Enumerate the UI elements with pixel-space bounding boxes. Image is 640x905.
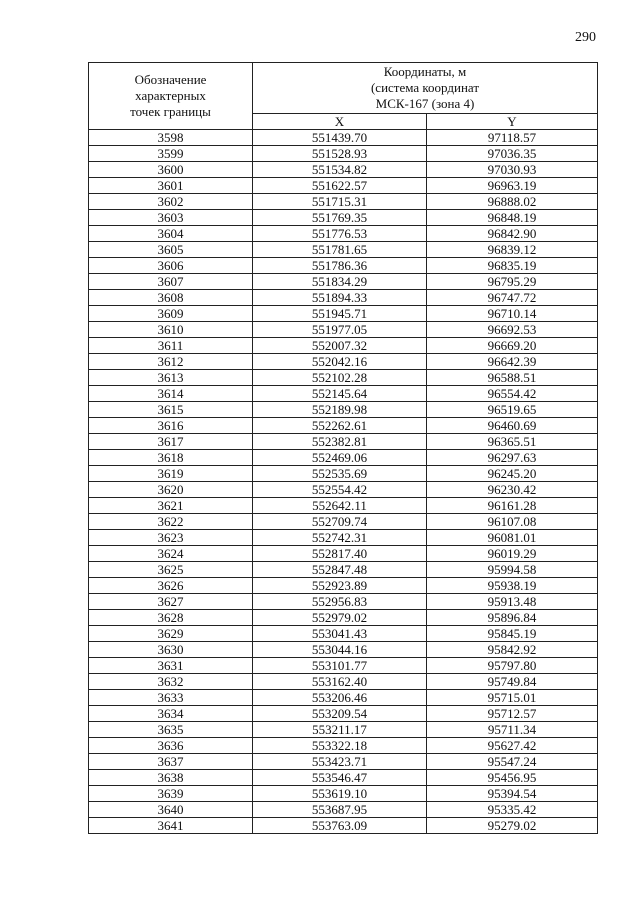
point-id-cell: 3604 bbox=[89, 226, 253, 242]
x-coordinate-cell: 552102.28 bbox=[253, 370, 427, 386]
x-coordinate-cell: 552554.42 bbox=[253, 482, 427, 498]
y-coordinate-cell: 96888.02 bbox=[427, 194, 598, 210]
x-coordinate-cell: 551769.35 bbox=[253, 210, 427, 226]
x-coordinate-cell: 553162.40 bbox=[253, 674, 427, 690]
y-coordinate-cell: 96642.39 bbox=[427, 354, 598, 370]
coordinates-header bbox=[253, 63, 598, 114]
y-coordinate-cell: 96365.51 bbox=[427, 434, 598, 450]
point-id-cell: 3598 bbox=[89, 130, 253, 146]
y-coordinate-cell: 96747.72 bbox=[427, 290, 598, 306]
x-coordinate-cell: 552382.81 bbox=[253, 434, 427, 450]
x-coordinate-cell: 551945.71 bbox=[253, 306, 427, 322]
point-id-cell: 3616 bbox=[89, 418, 253, 434]
table-row bbox=[89, 370, 598, 386]
y-coordinate-cell: 96019.29 bbox=[427, 546, 598, 562]
table-row bbox=[89, 754, 598, 770]
point-id-cell: 3628 bbox=[89, 610, 253, 626]
point-id-cell: 3620 bbox=[89, 482, 253, 498]
table-row bbox=[89, 210, 598, 226]
y-coordinate-cell: 96839.12 bbox=[427, 242, 598, 258]
y-coordinate-cell: 95749.84 bbox=[427, 674, 598, 690]
x-coordinate-cell: 552642.11 bbox=[253, 498, 427, 514]
table-row bbox=[89, 194, 598, 210]
table-row bbox=[89, 162, 598, 178]
table-row bbox=[89, 530, 598, 546]
x-coordinate-cell: 551439.70 bbox=[253, 130, 427, 146]
coord-header-line-2: (система координат bbox=[370, 80, 480, 95]
table-row bbox=[89, 562, 598, 578]
x-coordinate-cell: 552923.89 bbox=[253, 578, 427, 594]
table-row bbox=[89, 626, 598, 642]
coord-header-line-1: Координаты, м bbox=[383, 64, 467, 79]
table-row bbox=[89, 578, 598, 594]
point-id-cell: 3612 bbox=[89, 354, 253, 370]
y-coordinate-cell: 96161.28 bbox=[427, 498, 598, 514]
x-coordinate-cell: 552007.32 bbox=[253, 338, 427, 354]
table-row bbox=[89, 690, 598, 706]
point-designation-header bbox=[89, 63, 253, 130]
point-id-cell: 3605 bbox=[89, 242, 253, 258]
table-row bbox=[89, 594, 598, 610]
table-row bbox=[89, 418, 598, 434]
x-coordinate-cell: 552979.02 bbox=[253, 610, 427, 626]
y-coordinate-cell: 95279.02 bbox=[427, 818, 598, 834]
table-row bbox=[89, 466, 598, 482]
x-coordinate-cell: 552469.06 bbox=[253, 450, 427, 466]
x-coordinate-cell: 552847.48 bbox=[253, 562, 427, 578]
x-coordinate-cell: 553209.54 bbox=[253, 706, 427, 722]
y-coordinate-cell: 96710.14 bbox=[427, 306, 598, 322]
table-row bbox=[89, 770, 598, 786]
table-row bbox=[89, 402, 598, 418]
y-coordinate-cell: 95335.42 bbox=[427, 802, 598, 818]
table-row bbox=[89, 434, 598, 450]
point-id-cell: 3635 bbox=[89, 722, 253, 738]
table-row bbox=[89, 482, 598, 498]
y-coordinate-cell: 95712.57 bbox=[427, 706, 598, 722]
table-row bbox=[89, 674, 598, 690]
x-coordinate-cell: 552262.61 bbox=[253, 418, 427, 434]
y-coordinate-cell: 96107.08 bbox=[427, 514, 598, 530]
table-row bbox=[89, 290, 598, 306]
point-id-cell: 3636 bbox=[89, 738, 253, 754]
y-coordinate-cell: 95715.01 bbox=[427, 690, 598, 706]
x-coordinate-cell: 552956.83 bbox=[253, 594, 427, 610]
table-row bbox=[89, 226, 598, 242]
x-coordinate-cell: 551534.82 bbox=[253, 162, 427, 178]
point-id-cell: 3623 bbox=[89, 530, 253, 546]
table-row bbox=[89, 242, 598, 258]
y-coordinate-cell: 97030.93 bbox=[427, 162, 598, 178]
table-row bbox=[89, 514, 598, 530]
point-id-cell: 3600 bbox=[89, 162, 253, 178]
coordinates-table bbox=[88, 62, 598, 834]
table-row bbox=[89, 658, 598, 674]
point-id-cell: 3610 bbox=[89, 322, 253, 338]
x-coordinate-cell: 552145.64 bbox=[253, 386, 427, 402]
point-id-cell: 3621 bbox=[89, 498, 253, 514]
y-coordinate-cell: 95938.19 bbox=[427, 578, 598, 594]
x-coordinate-cell: 551528.93 bbox=[253, 146, 427, 162]
y-coordinate-cell: 95913.48 bbox=[427, 594, 598, 610]
y-coordinate-cell: 95394.54 bbox=[427, 786, 598, 802]
table-row bbox=[89, 450, 598, 466]
point-id-cell: 3599 bbox=[89, 146, 253, 162]
table-row bbox=[89, 386, 598, 402]
table-row bbox=[89, 178, 598, 194]
y-coordinate-cell: 96245.20 bbox=[427, 466, 598, 482]
point-id-cell: 3631 bbox=[89, 658, 253, 674]
x-coordinate-cell: 553687.95 bbox=[253, 802, 427, 818]
y-coordinate-cell: 96848.19 bbox=[427, 210, 598, 226]
y-column-header: Y bbox=[427, 114, 598, 130]
y-coordinate-cell: 95627.42 bbox=[427, 738, 598, 754]
table-row bbox=[89, 130, 598, 146]
table-row bbox=[89, 274, 598, 290]
point-id-cell: 3602 bbox=[89, 194, 253, 210]
y-coordinate-cell: 97036.35 bbox=[427, 146, 598, 162]
y-coordinate-cell: 96460.69 bbox=[427, 418, 598, 434]
point-id-cell: 3639 bbox=[89, 786, 253, 802]
x-coordinate-cell: 553101.77 bbox=[253, 658, 427, 674]
point-header-line-1: Обозначение bbox=[134, 72, 207, 87]
x-coordinate-cell: 551977.05 bbox=[253, 322, 427, 338]
y-coordinate-cell: 96519.65 bbox=[427, 402, 598, 418]
point-id-cell: 3632 bbox=[89, 674, 253, 690]
y-coordinate-cell: 96588.51 bbox=[427, 370, 598, 386]
point-id-cell: 3615 bbox=[89, 402, 253, 418]
y-coordinate-cell: 96669.20 bbox=[427, 338, 598, 354]
y-coordinate-cell: 96297.63 bbox=[427, 450, 598, 466]
x-coordinate-cell: 552742.31 bbox=[253, 530, 427, 546]
x-coordinate-cell: 553763.09 bbox=[253, 818, 427, 834]
point-id-cell: 3627 bbox=[89, 594, 253, 610]
y-coordinate-cell: 95547.24 bbox=[427, 754, 598, 770]
point-id-cell: 3619 bbox=[89, 466, 253, 482]
point-id-cell: 3630 bbox=[89, 642, 253, 658]
point-id-cell: 3601 bbox=[89, 178, 253, 194]
point-id-cell: 3617 bbox=[89, 434, 253, 450]
table-row bbox=[89, 546, 598, 562]
y-coordinate-cell: 95896.84 bbox=[427, 610, 598, 626]
point-id-cell: 3626 bbox=[89, 578, 253, 594]
table-row bbox=[89, 706, 598, 722]
table-row bbox=[89, 642, 598, 658]
point-id-cell: 3624 bbox=[89, 546, 253, 562]
y-coordinate-cell: 95994.58 bbox=[427, 562, 598, 578]
point-id-cell: 3603 bbox=[89, 210, 253, 226]
y-coordinate-cell: 96692.53 bbox=[427, 322, 598, 338]
x-coordinate-cell: 552535.69 bbox=[253, 466, 427, 482]
table-row bbox=[89, 722, 598, 738]
y-coordinate-cell: 95797.80 bbox=[427, 658, 598, 674]
x-coordinate-cell: 551834.29 bbox=[253, 274, 427, 290]
point-id-cell: 3629 bbox=[89, 626, 253, 642]
x-coordinate-cell: 553206.46 bbox=[253, 690, 427, 706]
point-id-cell: 3613 bbox=[89, 370, 253, 386]
table-header bbox=[89, 63, 598, 130]
table-row bbox=[89, 610, 598, 626]
x-column-header: X bbox=[253, 114, 427, 130]
x-coordinate-cell: 553619.10 bbox=[253, 786, 427, 802]
table-row bbox=[89, 146, 598, 162]
point-header-line-3: точек границы bbox=[130, 104, 211, 119]
y-coordinate-cell: 95711.34 bbox=[427, 722, 598, 738]
x-coordinate-cell: 552189.98 bbox=[253, 402, 427, 418]
table-row bbox=[89, 498, 598, 514]
y-coordinate-cell: 96835.19 bbox=[427, 258, 598, 274]
x-coordinate-cell: 553044.16 bbox=[253, 642, 427, 658]
y-coordinate-cell: 96230.42 bbox=[427, 482, 598, 498]
x-coordinate-cell: 551622.57 bbox=[253, 178, 427, 194]
y-coordinate-cell: 95845.19 bbox=[427, 626, 598, 642]
y-coordinate-cell: 95456.95 bbox=[427, 770, 598, 786]
table-row bbox=[89, 818, 598, 834]
table-row bbox=[89, 306, 598, 322]
point-id-cell: 3640 bbox=[89, 802, 253, 818]
point-id-cell: 3611 bbox=[89, 338, 253, 354]
x-coordinate-cell: 551894.33 bbox=[253, 290, 427, 306]
point-id-cell: 3607 bbox=[89, 274, 253, 290]
y-coordinate-cell: 96842.90 bbox=[427, 226, 598, 242]
table-row bbox=[89, 258, 598, 274]
x-coordinate-cell: 551781.65 bbox=[253, 242, 427, 258]
x-coordinate-cell: 553546.47 bbox=[253, 770, 427, 786]
x-coordinate-cell: 551715.31 bbox=[253, 194, 427, 210]
point-id-cell: 3637 bbox=[89, 754, 253, 770]
table-row bbox=[89, 338, 598, 354]
point-id-cell: 3618 bbox=[89, 450, 253, 466]
point-id-cell: 3609 bbox=[89, 306, 253, 322]
point-header-line-2: характерных bbox=[135, 88, 206, 103]
table-row bbox=[89, 802, 598, 818]
table-body bbox=[89, 130, 598, 834]
page-number: 290 bbox=[575, 30, 596, 45]
x-coordinate-cell: 551776.53 bbox=[253, 226, 427, 242]
point-id-cell: 3638 bbox=[89, 770, 253, 786]
x-coordinate-cell: 553211.17 bbox=[253, 722, 427, 738]
x-coordinate-cell: 553041.43 bbox=[253, 626, 427, 642]
point-id-cell: 3622 bbox=[89, 514, 253, 530]
y-coordinate-cell: 96963.19 bbox=[427, 178, 598, 194]
y-coordinate-cell: 96795.29 bbox=[427, 274, 598, 290]
point-id-cell: 3633 bbox=[89, 690, 253, 706]
y-coordinate-cell: 96554.42 bbox=[427, 386, 598, 402]
y-coordinate-cell: 95842.92 bbox=[427, 642, 598, 658]
coord-header-line-3: МСК-167 (зона 4) bbox=[375, 96, 475, 111]
x-coordinate-cell: 552817.40 bbox=[253, 546, 427, 562]
y-coordinate-cell: 96081.01 bbox=[427, 530, 598, 546]
point-id-cell: 3608 bbox=[89, 290, 253, 306]
y-coordinate-cell: 97118.57 bbox=[427, 130, 598, 146]
table-row bbox=[89, 786, 598, 802]
point-id-cell: 3606 bbox=[89, 258, 253, 274]
x-coordinate-cell: 552709.74 bbox=[253, 514, 427, 530]
table-row bbox=[89, 322, 598, 338]
x-coordinate-cell: 553423.71 bbox=[253, 754, 427, 770]
table-row bbox=[89, 354, 598, 370]
x-coordinate-cell: 551786.36 bbox=[253, 258, 427, 274]
point-id-cell: 3641 bbox=[89, 818, 253, 834]
point-id-cell: 3614 bbox=[89, 386, 253, 402]
point-id-cell: 3625 bbox=[89, 562, 253, 578]
x-coordinate-cell: 552042.16 bbox=[253, 354, 427, 370]
table-row bbox=[89, 738, 598, 754]
x-coordinate-cell: 553322.18 bbox=[253, 738, 427, 754]
point-id-cell: 3634 bbox=[89, 706, 253, 722]
